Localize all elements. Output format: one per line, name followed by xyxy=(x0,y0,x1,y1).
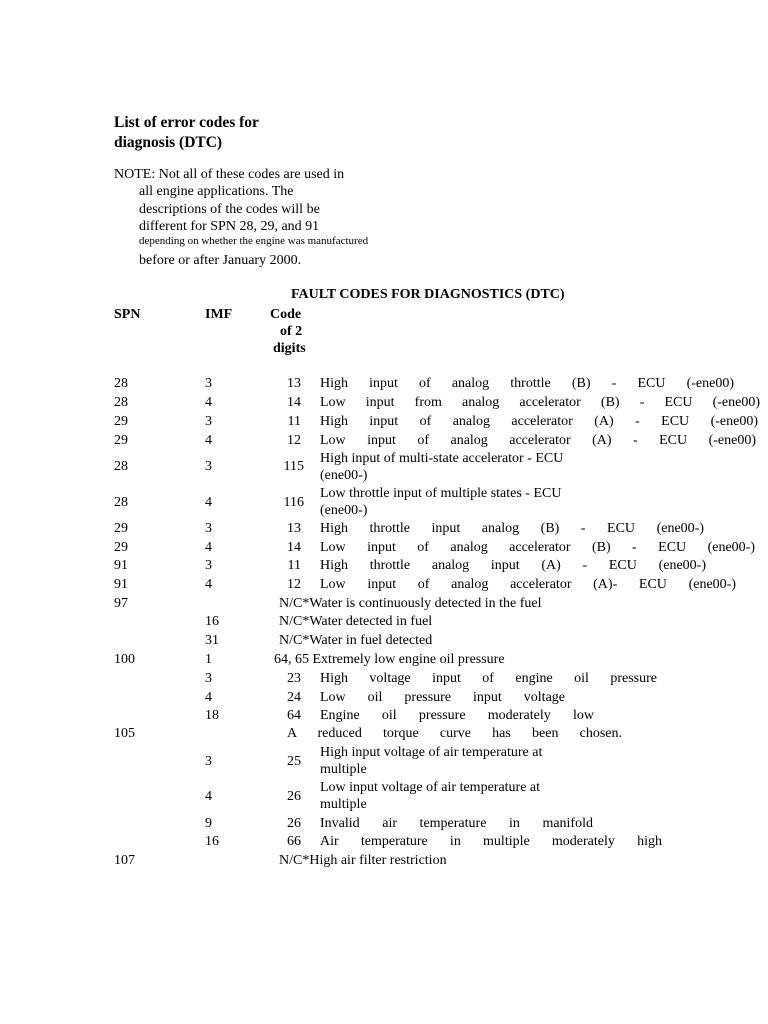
imf-cell: 3 xyxy=(205,671,212,686)
code-cell: 14 xyxy=(287,395,301,410)
description-cell: Invalid air temperature in manifold xyxy=(320,816,593,831)
code-cell: 13 xyxy=(287,521,301,536)
imf-cell: 3 xyxy=(205,414,212,429)
code-cell: 26 xyxy=(287,789,301,804)
imf-cell: 3 xyxy=(205,521,212,536)
spn-cell: 100 xyxy=(114,652,135,667)
imf-cell: 16 xyxy=(205,614,219,629)
description-cell: Low oil pressure input voltage xyxy=(320,690,565,705)
imf-cell: 4 xyxy=(205,540,212,555)
description-cell: multiple xyxy=(320,797,367,812)
code-cell: 66 xyxy=(287,834,301,849)
spn-cell: 29 xyxy=(114,540,128,555)
spn-cell: 91 xyxy=(114,577,128,592)
description-cell: (ene00-) xyxy=(320,468,368,483)
description-cell: 64, 65 Extremely low engine oil pressure xyxy=(274,652,505,667)
code-cell: 115 xyxy=(283,459,304,474)
code-cell: 11 xyxy=(287,558,301,573)
description-cell: N/C*High air filter restriction xyxy=(279,853,447,868)
description-cell: N/C*Water in fuel detected xyxy=(279,633,433,648)
imf-cell: 16 xyxy=(205,834,219,849)
description-cell: High input of analog throttle (B) - ECU (-ene00) xyxy=(320,376,734,391)
spn-cell: 28 xyxy=(114,459,128,474)
note-line: NOTE: Not all of these codes are used in xyxy=(114,167,345,182)
description-cell: High voltage input of engine oil pressure xyxy=(320,671,657,686)
imf-cell: 4 xyxy=(205,433,212,448)
code-cell: 24 xyxy=(287,690,301,705)
description-cell: multiple xyxy=(320,762,367,777)
description-cell: Low input of analog accelerator (B) - ECU (ene00-) xyxy=(320,540,755,555)
spn-cell: 29 xyxy=(114,521,128,536)
table-title: FAULT CODES FOR DIAGNOSTICS (DTC) xyxy=(291,287,565,302)
description-cell: Low input from analog accelerator (B) - ECU (-ene00) xyxy=(320,395,760,410)
spn-cell: 107 xyxy=(114,853,135,868)
description-cell: N/C*Water is continuously detected in the fuel xyxy=(279,596,542,611)
imf-cell: 31 xyxy=(205,633,219,648)
spn-cell: 28 xyxy=(114,495,128,510)
code-cell: 25 xyxy=(287,754,301,769)
description-cell: High input of multi-state accelerator - ECU xyxy=(320,451,564,466)
column-header-imf: IMF xyxy=(205,307,233,322)
imf-cell: 3 xyxy=(205,459,212,474)
imf-cell: 3 xyxy=(205,376,212,391)
description-cell: (ene00-) xyxy=(320,503,368,518)
description-cell: High throttle analog input (A) - ECU (ene00-) xyxy=(320,558,706,573)
heading-line: List of error codes for xyxy=(114,114,259,131)
note-line: descriptions of the codes will be xyxy=(139,202,320,217)
description-cell: Low input of analog accelerator (A)- ECU (ene00-) xyxy=(320,577,736,592)
code-cell: 64 xyxy=(287,708,301,723)
code-cell: 116 xyxy=(283,495,304,510)
code-cell: 11 xyxy=(287,414,301,429)
imf-cell: 1 xyxy=(205,652,212,667)
note-line-small: depending on whether the engine was manufactured xyxy=(139,235,369,247)
code-cell: 12 xyxy=(287,577,301,592)
imf-cell: 18 xyxy=(205,708,219,723)
spn-cell: 105 xyxy=(114,726,135,741)
note-line: all engine applications. The xyxy=(139,184,294,199)
spn-cell: 97 xyxy=(114,596,128,611)
description-cell: Air temperature in multiple moderately high xyxy=(320,834,662,849)
description-cell: N/C*Water detected in fuel xyxy=(279,614,433,629)
imf-cell: 4 xyxy=(205,577,212,592)
spn-cell: 91 xyxy=(114,558,128,573)
description-cell: High input voltage of air temperature at xyxy=(320,745,543,760)
imf-cell: 3 xyxy=(205,754,212,769)
column-header-code: Code xyxy=(270,307,302,322)
code-cell: 14 xyxy=(287,540,301,555)
description-cell: Engine oil pressure moderately low xyxy=(320,708,594,723)
imf-cell: 9 xyxy=(205,816,212,831)
imf-cell: 4 xyxy=(205,789,212,804)
column-header-code: digits xyxy=(273,341,306,356)
column-header-spn: SPN xyxy=(114,307,141,322)
document-heading xyxy=(114,113,259,153)
imf-cell: 4 xyxy=(205,690,212,705)
description-cell: Low input voltage of air temperature at xyxy=(320,780,541,795)
description-cell: High throttle input analog (B) - ECU (ene00-) xyxy=(320,521,704,536)
spn-cell: 28 xyxy=(114,395,128,410)
imf-cell: 4 xyxy=(205,495,212,510)
note-line: different for SPN 28, 29, and 91 xyxy=(139,219,320,234)
description-cell: Low input of analog accelerator (A) - ECU (-ene00) xyxy=(320,433,756,448)
code-cell: 12 xyxy=(287,433,301,448)
imf-cell: 3 xyxy=(205,558,212,573)
code-cell: 26 xyxy=(287,816,301,831)
description-cell: High input of analog accelerator (A) - ECU (-ene00) xyxy=(320,414,758,429)
imf-cell: 4 xyxy=(205,395,212,410)
spn-cell: 28 xyxy=(114,376,128,391)
description-cell: Low throttle input of multiple states - ECU xyxy=(320,486,562,501)
description-cell: A reduced torque curve has been chosen. xyxy=(287,726,622,741)
spn-cell: 29 xyxy=(114,414,128,429)
code-cell: 13 xyxy=(287,376,301,391)
spn-cell: 29 xyxy=(114,433,128,448)
note-line: before or after January 2000. xyxy=(139,253,302,268)
column-header-code: of 2 xyxy=(280,324,303,339)
heading-line: diagnosis (DTC) xyxy=(114,134,223,151)
code-cell: 23 xyxy=(287,671,301,686)
